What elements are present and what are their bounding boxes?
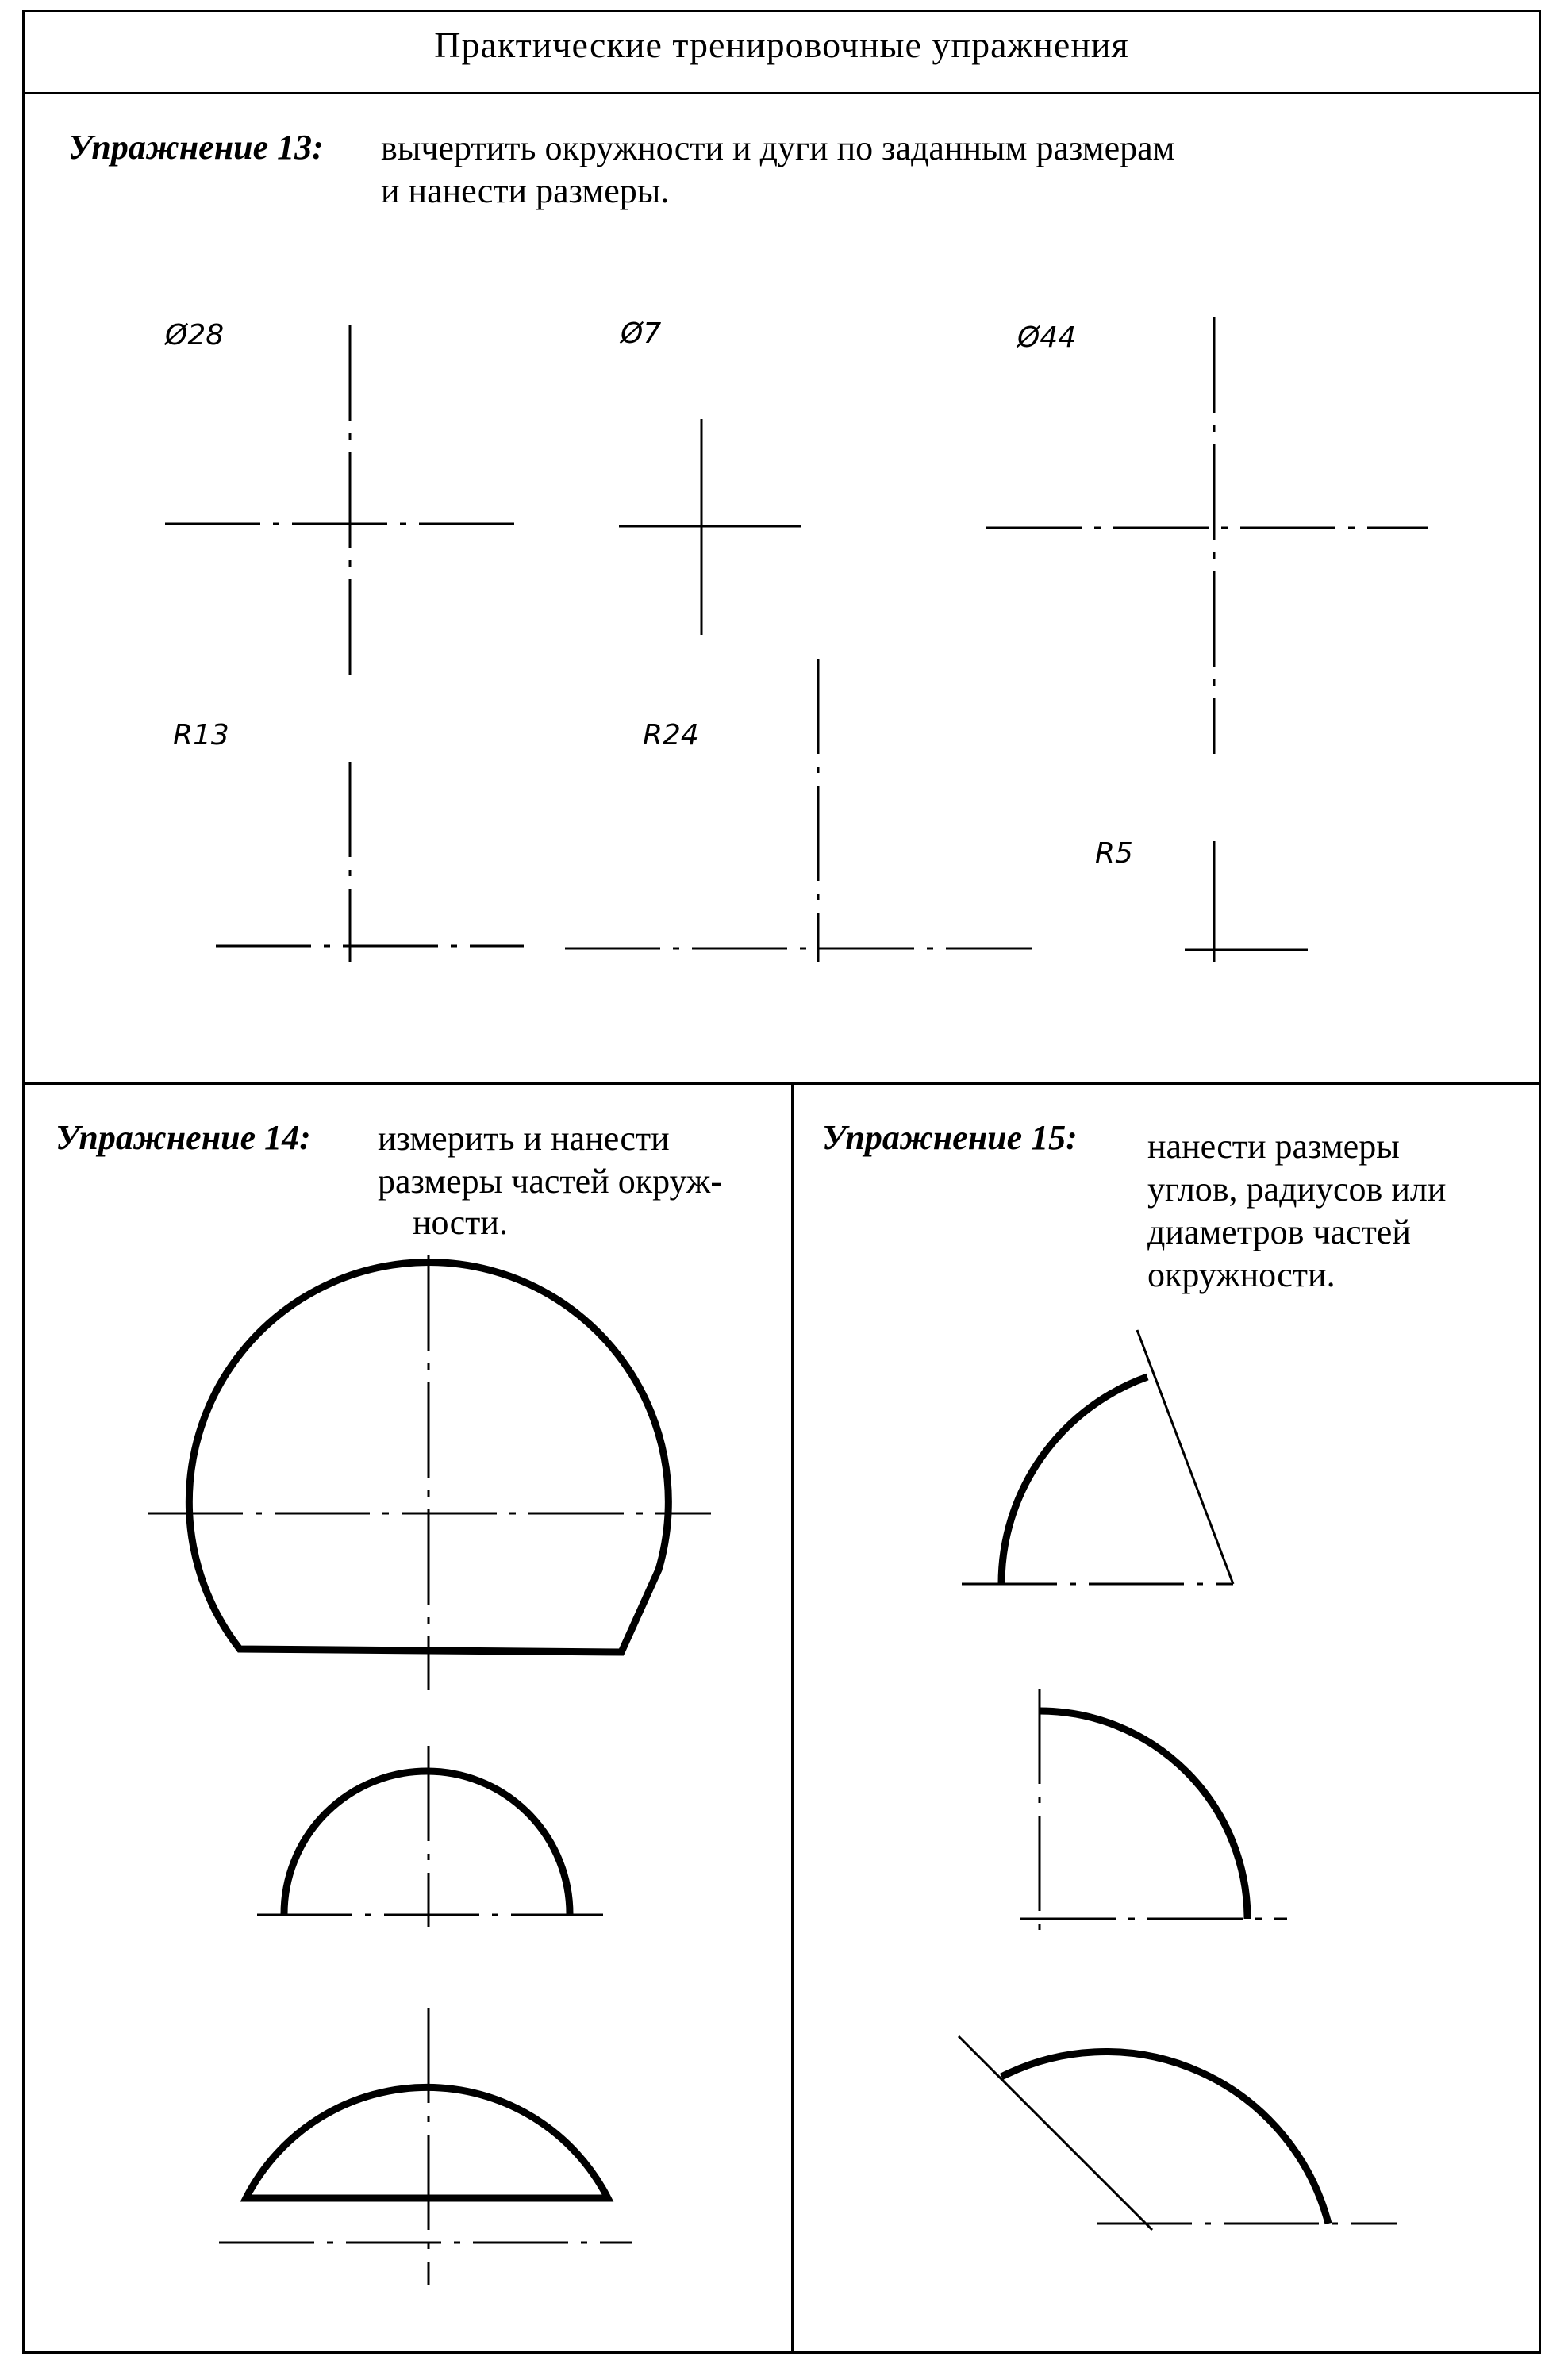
- semicircle-arc: [284, 1771, 570, 1914]
- exercise-15-text-line-2: углов, радиусов или: [1147, 1170, 1447, 1209]
- exercise-15-text-line-1: нанести размеры: [1147, 1127, 1400, 1166]
- exercise-13-label: Упражнение 13:: [68, 128, 324, 167]
- exercise-15-text-line-4: окружности.: [1147, 1255, 1335, 1294]
- center-lines-truncated-circle: [148, 1255, 711, 1690]
- sector-arc-1: [1001, 1377, 1147, 1584]
- dimension-label-d44: Ø44: [1017, 321, 1077, 354]
- sector-3-diagonal-line: [959, 2036, 1152, 2230]
- exercise-13-text-line-2: и нанести размеры.: [381, 171, 670, 210]
- sector-1-slanted-line: [1137, 1330, 1233, 1584]
- exercise-14-text-line-3: ности.: [413, 1203, 508, 1242]
- exercise-14-text-line-1: измерить и нанести: [378, 1119, 670, 1158]
- exercise-15-label: Упражнение 15:: [822, 1118, 1078, 1157]
- dimension-label-r5: R5: [1095, 837, 1133, 870]
- dimension-label-d7: Ø7: [621, 317, 662, 350]
- dimension-label-d28: Ø28: [165, 319, 225, 352]
- small-crosses-ex13: [619, 419, 1308, 962]
- circular-segment-outline: [246, 2087, 608, 2198]
- dimension-label-r13: R13: [173, 719, 229, 751]
- quarter-arc: [1040, 1711, 1247, 1919]
- exercise-13-text-line-1: вычертить окружности и дуги по заданным размерам: [381, 129, 1175, 167]
- exercise-15-text-line-3: диаметров частей: [1147, 1213, 1411, 1251]
- page-title: Практические тренировочные упражнения: [434, 25, 1129, 65]
- exercise-14-label: Упражнение 14:: [56, 1118, 311, 1157]
- sector-arc-3: [1001, 2051, 1328, 2224]
- center-lines-ex13: [165, 317, 1428, 962]
- exercise-14-text-line-2: размеры частей окруж-: [378, 1162, 722, 1201]
- dimension-label-r24: R24: [643, 719, 699, 751]
